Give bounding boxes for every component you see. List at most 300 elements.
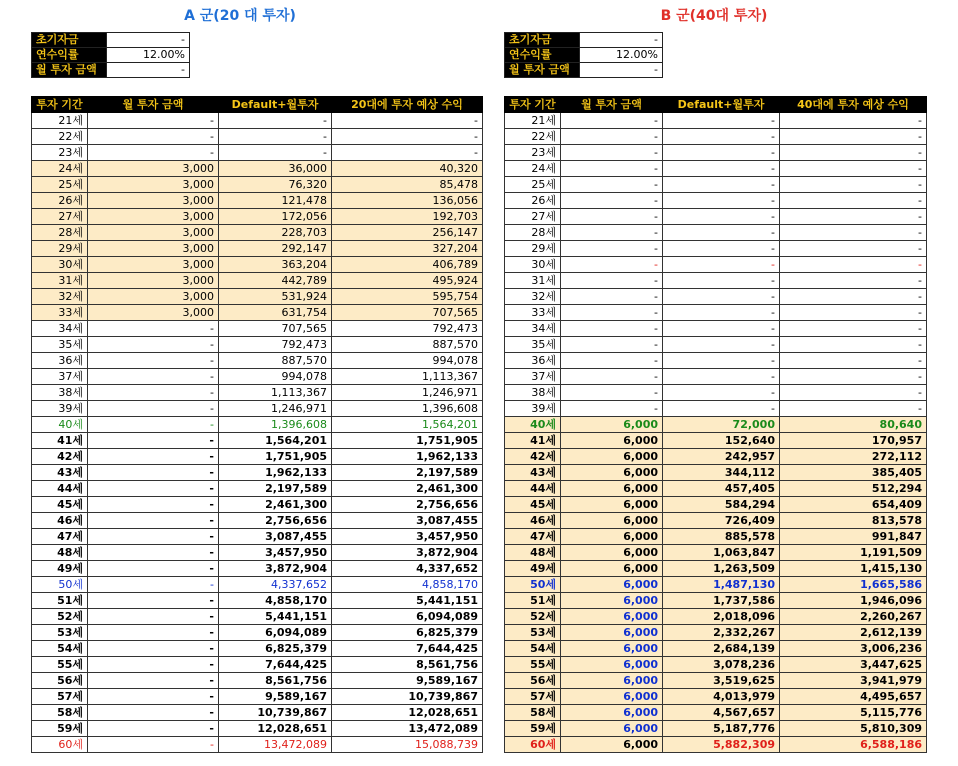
- cell-return[interactable]: 495,924: [332, 273, 483, 289]
- cell-accumulated[interactable]: 72,000: [663, 417, 780, 433]
- cell-monthly[interactable]: -: [88, 129, 219, 145]
- cell-age[interactable]: 41세: [505, 433, 561, 449]
- cell-return[interactable]: 2,197,589: [332, 465, 483, 481]
- cell-accumulated[interactable]: 1,751,905: [219, 449, 332, 465]
- cell-age[interactable]: 50세: [32, 577, 88, 593]
- cell-accumulated[interactable]: -: [663, 369, 780, 385]
- cell-return[interactable]: 2,612,139: [780, 625, 927, 641]
- cell-accumulated[interactable]: 7,644,425: [219, 657, 332, 673]
- cell-age[interactable]: 22세: [32, 129, 88, 145]
- cell-return[interactable]: 1,415,130: [780, 561, 927, 577]
- cell-age[interactable]: 38세: [505, 385, 561, 401]
- cell-monthly[interactable]: -: [561, 129, 663, 145]
- cell-return[interactable]: 80,640: [780, 417, 927, 433]
- cell-accumulated[interactable]: 10,739,867: [219, 705, 332, 721]
- cell-return[interactable]: 272,112: [780, 449, 927, 465]
- cell-return[interactable]: 991,847: [780, 529, 927, 545]
- cell-return[interactable]: 8,561,756: [332, 657, 483, 673]
- cell-accumulated[interactable]: 242,957: [663, 449, 780, 465]
- cell-age[interactable]: 23세: [32, 145, 88, 161]
- cell-return[interactable]: 192,703: [332, 209, 483, 225]
- cell-monthly[interactable]: -: [88, 737, 219, 753]
- cell-return[interactable]: -: [332, 113, 483, 129]
- cell-age[interactable]: 36세: [505, 353, 561, 369]
- cell-monthly[interactable]: -: [88, 145, 219, 161]
- cell-return[interactable]: -: [780, 321, 927, 337]
- cell-age[interactable]: 21세: [32, 113, 88, 129]
- cell-age[interactable]: 47세: [32, 529, 88, 545]
- cell-monthly[interactable]: 3,000: [88, 209, 219, 225]
- cell-monthly[interactable]: -: [88, 721, 219, 737]
- cell-monthly[interactable]: -: [561, 353, 663, 369]
- cell-accumulated[interactable]: 2,018,096: [663, 609, 780, 625]
- cell-monthly[interactable]: -: [88, 417, 219, 433]
- cell-accumulated[interactable]: 584,294: [663, 497, 780, 513]
- cell-monthly[interactable]: 6,000: [561, 513, 663, 529]
- cell-return[interactable]: 994,078: [332, 353, 483, 369]
- cell-accumulated[interactable]: 12,028,651: [219, 721, 332, 737]
- cell-return[interactable]: 15,088,739: [332, 737, 483, 753]
- cell-accumulated[interactable]: 121,478: [219, 193, 332, 209]
- cell-age[interactable]: 42세: [505, 449, 561, 465]
- cell-age[interactable]: 48세: [32, 545, 88, 561]
- cell-monthly[interactable]: -: [561, 177, 663, 193]
- cell-monthly[interactable]: 3,000: [88, 177, 219, 193]
- cell-age[interactable]: 53세: [505, 625, 561, 641]
- cell-monthly[interactable]: 3,000: [88, 161, 219, 177]
- cell-accumulated[interactable]: 1,962,133: [219, 465, 332, 481]
- cell-accumulated[interactable]: 442,789: [219, 273, 332, 289]
- cell-monthly[interactable]: 3,000: [88, 273, 219, 289]
- cell-accumulated[interactable]: 1,263,509: [663, 561, 780, 577]
- cell-return[interactable]: 512,294: [780, 481, 927, 497]
- cell-return[interactable]: 5,810,309: [780, 721, 927, 737]
- cell-accumulated[interactable]: 2,332,267: [663, 625, 780, 641]
- cell-accumulated[interactable]: 2,756,656: [219, 513, 332, 529]
- cell-accumulated[interactable]: -: [663, 113, 780, 129]
- cell-return[interactable]: 4,495,657: [780, 689, 927, 705]
- cell-return[interactable]: -: [780, 385, 927, 401]
- cell-monthly[interactable]: 6,000: [561, 497, 663, 513]
- cell-accumulated[interactable]: -: [663, 129, 780, 145]
- cell-return[interactable]: -: [780, 369, 927, 385]
- cell-return[interactable]: -: [780, 305, 927, 321]
- cell-monthly[interactable]: -: [88, 593, 219, 609]
- cell-return[interactable]: 1,113,367: [332, 369, 483, 385]
- cell-return[interactable]: 1,246,971: [332, 385, 483, 401]
- cell-accumulated[interactable]: 1,487,130: [663, 577, 780, 593]
- cell-age[interactable]: 24세: [32, 161, 88, 177]
- cell-age[interactable]: 59세: [505, 721, 561, 737]
- cell-age[interactable]: 46세: [32, 513, 88, 529]
- cell-age[interactable]: 60세: [32, 737, 88, 753]
- cell-monthly[interactable]: 6,000: [561, 433, 663, 449]
- cell-accumulated[interactable]: 707,565: [219, 321, 332, 337]
- cell-accumulated[interactable]: 5,882,309: [663, 737, 780, 753]
- cell-accumulated[interactable]: 994,078: [219, 369, 332, 385]
- cell-monthly[interactable]: -: [561, 145, 663, 161]
- cell-accumulated[interactable]: 2,684,139: [663, 641, 780, 657]
- cell-return[interactable]: 2,461,300: [332, 481, 483, 497]
- cell-age[interactable]: 26세: [32, 193, 88, 209]
- cell-return[interactable]: 3,872,904: [332, 545, 483, 561]
- cell-return[interactable]: 85,478: [332, 177, 483, 193]
- cell-age[interactable]: 39세: [32, 401, 88, 417]
- cell-age[interactable]: 22세: [505, 129, 561, 145]
- cell-monthly[interactable]: 3,000: [88, 241, 219, 257]
- cell-monthly[interactable]: 3,000: [88, 305, 219, 321]
- param-value[interactable]: 12.00%: [107, 48, 190, 63]
- cell-age[interactable]: 27세: [505, 209, 561, 225]
- cell-accumulated[interactable]: 4,013,979: [663, 689, 780, 705]
- cell-return[interactable]: 5,115,776: [780, 705, 927, 721]
- cell-return[interactable]: 256,147: [332, 225, 483, 241]
- cell-accumulated[interactable]: 726,409: [663, 513, 780, 529]
- cell-return[interactable]: 385,405: [780, 465, 927, 481]
- cell-age[interactable]: 35세: [32, 337, 88, 353]
- cell-accumulated[interactable]: 4,337,652: [219, 577, 332, 593]
- cell-return[interactable]: 406,789: [332, 257, 483, 273]
- cell-return[interactable]: 813,578: [780, 513, 927, 529]
- cell-age[interactable]: 25세: [32, 177, 88, 193]
- cell-return[interactable]: -: [332, 129, 483, 145]
- cell-return[interactable]: 3,087,455: [332, 513, 483, 529]
- cell-accumulated[interactable]: 363,204: [219, 257, 332, 273]
- cell-age[interactable]: 55세: [32, 657, 88, 673]
- cell-monthly[interactable]: 6,000: [561, 561, 663, 577]
- cell-age[interactable]: 51세: [505, 593, 561, 609]
- cell-monthly[interactable]: -: [88, 401, 219, 417]
- cell-monthly[interactable]: 6,000: [561, 545, 663, 561]
- cell-accumulated[interactable]: 76,320: [219, 177, 332, 193]
- cell-monthly[interactable]: -: [88, 673, 219, 689]
- cell-accumulated[interactable]: -: [663, 385, 780, 401]
- cell-monthly[interactable]: -: [561, 113, 663, 129]
- cell-age[interactable]: 43세: [32, 465, 88, 481]
- cell-age[interactable]: 35세: [505, 337, 561, 353]
- cell-monthly[interactable]: 6,000: [561, 657, 663, 673]
- cell-monthly[interactable]: -: [561, 209, 663, 225]
- cell-age[interactable]: 50세: [505, 577, 561, 593]
- cell-monthly[interactable]: 6,000: [561, 465, 663, 481]
- cell-accumulated[interactable]: -: [663, 177, 780, 193]
- cell-monthly[interactable]: -: [88, 705, 219, 721]
- cell-monthly[interactable]: 6,000: [561, 529, 663, 545]
- cell-age[interactable]: 57세: [505, 689, 561, 705]
- cell-age[interactable]: 43세: [505, 465, 561, 481]
- cell-accumulated[interactable]: -: [663, 273, 780, 289]
- cell-monthly[interactable]: 6,000: [561, 417, 663, 433]
- cell-accumulated[interactable]: 3,457,950: [219, 545, 332, 561]
- cell-age[interactable]: 31세: [32, 273, 88, 289]
- cell-accumulated[interactable]: -: [219, 145, 332, 161]
- cell-accumulated[interactable]: 885,578: [663, 529, 780, 545]
- cell-age[interactable]: 57세: [32, 689, 88, 705]
- cell-age[interactable]: 49세: [32, 561, 88, 577]
- cell-accumulated[interactable]: -: [663, 257, 780, 273]
- cell-accumulated[interactable]: 228,703: [219, 225, 332, 241]
- cell-return[interactable]: -: [780, 225, 927, 241]
- cell-age[interactable]: 58세: [32, 705, 88, 721]
- cell-return[interactable]: -: [332, 145, 483, 161]
- cell-accumulated[interactable]: 1,113,367: [219, 385, 332, 401]
- cell-return[interactable]: 5,441,151: [332, 593, 483, 609]
- cell-monthly[interactable]: -: [88, 481, 219, 497]
- cell-age[interactable]: 56세: [505, 673, 561, 689]
- cell-age[interactable]: 27세: [32, 209, 88, 225]
- cell-accumulated[interactable]: 4,567,657: [663, 705, 780, 721]
- cell-return[interactable]: 1,564,201: [332, 417, 483, 433]
- cell-monthly[interactable]: -: [88, 625, 219, 641]
- cell-monthly[interactable]: 6,000: [561, 625, 663, 641]
- cell-return[interactable]: 6,094,089: [332, 609, 483, 625]
- cell-accumulated[interactable]: 152,640: [663, 433, 780, 449]
- cell-monthly[interactable]: -: [88, 641, 219, 657]
- cell-accumulated[interactable]: 2,461,300: [219, 497, 332, 513]
- cell-monthly[interactable]: 6,000: [561, 721, 663, 737]
- cell-accumulated[interactable]: 344,112: [663, 465, 780, 481]
- cell-monthly[interactable]: -: [88, 513, 219, 529]
- cell-return[interactable]: -: [780, 129, 927, 145]
- cell-return[interactable]: -: [780, 241, 927, 257]
- cell-accumulated[interactable]: 172,056: [219, 209, 332, 225]
- cell-accumulated[interactable]: -: [663, 321, 780, 337]
- cell-monthly[interactable]: -: [88, 113, 219, 129]
- cell-accumulated[interactable]: 3,087,455: [219, 529, 332, 545]
- cell-return[interactable]: 1,665,586: [780, 577, 927, 593]
- cell-return[interactable]: -: [780, 273, 927, 289]
- cell-monthly[interactable]: -: [88, 369, 219, 385]
- cell-return[interactable]: 654,409: [780, 497, 927, 513]
- cell-return[interactable]: 136,056: [332, 193, 483, 209]
- cell-accumulated[interactable]: -: [219, 129, 332, 145]
- cell-return[interactable]: 170,957: [780, 433, 927, 449]
- cell-age[interactable]: 37세: [505, 369, 561, 385]
- cell-return[interactable]: 1,751,905: [332, 433, 483, 449]
- cell-accumulated[interactable]: 1,396,608: [219, 417, 332, 433]
- cell-accumulated[interactable]: -: [663, 289, 780, 305]
- cell-monthly[interactable]: -: [88, 545, 219, 561]
- cell-age[interactable]: 41세: [32, 433, 88, 449]
- cell-accumulated[interactable]: 6,094,089: [219, 625, 332, 641]
- cell-monthly[interactable]: 3,000: [88, 193, 219, 209]
- cell-age[interactable]: 29세: [32, 241, 88, 257]
- cell-accumulated[interactable]: 792,473: [219, 337, 332, 353]
- cell-age[interactable]: 44세: [32, 481, 88, 497]
- cell-age[interactable]: 38세: [32, 385, 88, 401]
- cell-accumulated[interactable]: 1,246,971: [219, 401, 332, 417]
- cell-age[interactable]: 23세: [505, 145, 561, 161]
- cell-age[interactable]: 28세: [505, 225, 561, 241]
- cell-accumulated[interactable]: -: [663, 337, 780, 353]
- cell-age[interactable]: 52세: [505, 609, 561, 625]
- cell-monthly[interactable]: -: [561, 193, 663, 209]
- cell-return[interactable]: 3,447,625: [780, 657, 927, 673]
- cell-return[interactable]: 887,570: [332, 337, 483, 353]
- cell-accumulated[interactable]: 13,472,089: [219, 737, 332, 753]
- cell-return[interactable]: 1,191,509: [780, 545, 927, 561]
- cell-age[interactable]: 59세: [32, 721, 88, 737]
- cell-age[interactable]: 49세: [505, 561, 561, 577]
- cell-return[interactable]: 1,946,096: [780, 593, 927, 609]
- cell-return[interactable]: -: [780, 161, 927, 177]
- cell-monthly[interactable]: 6,000: [561, 481, 663, 497]
- cell-accumulated[interactable]: -: [663, 145, 780, 161]
- cell-accumulated[interactable]: 8,561,756: [219, 673, 332, 689]
- cell-return[interactable]: 6,588,186: [780, 737, 927, 753]
- cell-age[interactable]: 25세: [505, 177, 561, 193]
- param-value[interactable]: -: [580, 63, 663, 78]
- param-value[interactable]: 12.00%: [580, 48, 663, 63]
- cell-monthly[interactable]: -: [561, 337, 663, 353]
- cell-accumulated[interactable]: -: [663, 305, 780, 321]
- cell-monthly[interactable]: -: [88, 689, 219, 705]
- cell-age[interactable]: 45세: [32, 497, 88, 513]
- cell-age[interactable]: 32세: [32, 289, 88, 305]
- cell-return[interactable]: 707,565: [332, 305, 483, 321]
- cell-accumulated[interactable]: 3,872,904: [219, 561, 332, 577]
- cell-age[interactable]: 29세: [505, 241, 561, 257]
- cell-return[interactable]: 4,858,170: [332, 577, 483, 593]
- cell-monthly[interactable]: -: [88, 497, 219, 513]
- cell-monthly[interactable]: -: [561, 369, 663, 385]
- cell-age[interactable]: 40세: [505, 417, 561, 433]
- cell-accumulated[interactable]: 1,063,847: [663, 545, 780, 561]
- cell-return[interactable]: -: [780, 177, 927, 193]
- cell-monthly[interactable]: -: [561, 321, 663, 337]
- cell-age[interactable]: 36세: [32, 353, 88, 369]
- cell-age[interactable]: 21세: [505, 113, 561, 129]
- param-value[interactable]: -: [107, 63, 190, 78]
- cell-age[interactable]: 30세: [505, 257, 561, 273]
- cell-return[interactable]: 1,396,608: [332, 401, 483, 417]
- cell-age[interactable]: 54세: [505, 641, 561, 657]
- cell-accumulated[interactable]: 1,737,586: [663, 593, 780, 609]
- cell-monthly[interactable]: -: [88, 337, 219, 353]
- param-value[interactable]: -: [107, 33, 190, 48]
- cell-accumulated[interactable]: 1,564,201: [219, 433, 332, 449]
- cell-age[interactable]: 33세: [32, 305, 88, 321]
- cell-accumulated[interactable]: -: [663, 401, 780, 417]
- cell-return[interactable]: 1,962,133: [332, 449, 483, 465]
- cell-age[interactable]: 45세: [505, 497, 561, 513]
- cell-return[interactable]: -: [780, 353, 927, 369]
- cell-age[interactable]: 34세: [505, 321, 561, 337]
- cell-age[interactable]: 32세: [505, 289, 561, 305]
- cell-monthly[interactable]: -: [88, 529, 219, 545]
- cell-return[interactable]: -: [780, 193, 927, 209]
- cell-monthly[interactable]: -: [561, 225, 663, 241]
- cell-monthly[interactable]: -: [561, 289, 663, 305]
- cell-monthly[interactable]: 6,000: [561, 737, 663, 753]
- cell-return[interactable]: -: [780, 209, 927, 225]
- cell-monthly[interactable]: -: [88, 561, 219, 577]
- cell-return[interactable]: -: [780, 401, 927, 417]
- cell-return[interactable]: -: [780, 145, 927, 161]
- cell-age[interactable]: 37세: [32, 369, 88, 385]
- cell-monthly[interactable]: 3,000: [88, 289, 219, 305]
- cell-monthly[interactable]: -: [88, 433, 219, 449]
- cell-accumulated[interactable]: 3,519,625: [663, 673, 780, 689]
- cell-accumulated[interactable]: 9,589,167: [219, 689, 332, 705]
- cell-accumulated[interactable]: 631,754: [219, 305, 332, 321]
- cell-age[interactable]: 26세: [505, 193, 561, 209]
- cell-return[interactable]: 40,320: [332, 161, 483, 177]
- cell-monthly[interactable]: -: [88, 577, 219, 593]
- cell-return[interactable]: 13,472,089: [332, 721, 483, 737]
- cell-monthly[interactable]: -: [88, 385, 219, 401]
- cell-return[interactable]: -: [780, 113, 927, 129]
- cell-monthly[interactable]: -: [561, 401, 663, 417]
- cell-accumulated[interactable]: 457,405: [663, 481, 780, 497]
- cell-age[interactable]: 28세: [32, 225, 88, 241]
- param-value[interactable]: -: [580, 33, 663, 48]
- cell-monthly[interactable]: -: [561, 305, 663, 321]
- cell-age[interactable]: 51세: [32, 593, 88, 609]
- cell-monthly[interactable]: -: [88, 465, 219, 481]
- cell-age[interactable]: 47세: [505, 529, 561, 545]
- cell-accumulated[interactable]: -: [663, 193, 780, 209]
- cell-monthly[interactable]: 3,000: [88, 257, 219, 273]
- cell-age[interactable]: 34세: [32, 321, 88, 337]
- cell-age[interactable]: 46세: [505, 513, 561, 529]
- cell-accumulated[interactable]: 2,197,589: [219, 481, 332, 497]
- cell-return[interactable]: 10,739,867: [332, 689, 483, 705]
- cell-accumulated[interactable]: 292,147: [219, 241, 332, 257]
- cell-accumulated[interactable]: 3,078,236: [663, 657, 780, 673]
- cell-return[interactable]: -: [780, 337, 927, 353]
- cell-return[interactable]: 2,260,267: [780, 609, 927, 625]
- cell-accumulated[interactable]: 531,924: [219, 289, 332, 305]
- cell-return[interactable]: 2,756,656: [332, 497, 483, 513]
- cell-return[interactable]: -: [780, 257, 927, 273]
- cell-accumulated[interactable]: 887,570: [219, 353, 332, 369]
- cell-accumulated[interactable]: -: [663, 241, 780, 257]
- cell-monthly[interactable]: 3,000: [88, 225, 219, 241]
- cell-monthly[interactable]: 6,000: [561, 609, 663, 625]
- cell-monthly[interactable]: -: [88, 321, 219, 337]
- cell-monthly[interactable]: 6,000: [561, 449, 663, 465]
- cell-accumulated[interactable]: -: [219, 113, 332, 129]
- cell-monthly[interactable]: -: [88, 353, 219, 369]
- cell-accumulated[interactable]: -: [663, 353, 780, 369]
- cell-age[interactable]: 53세: [32, 625, 88, 641]
- cell-accumulated[interactable]: -: [663, 225, 780, 241]
- cell-monthly[interactable]: -: [88, 449, 219, 465]
- cell-return[interactable]: 327,204: [332, 241, 483, 257]
- cell-age[interactable]: 33세: [505, 305, 561, 321]
- cell-monthly[interactable]: -: [561, 257, 663, 273]
- cell-monthly[interactable]: -: [561, 241, 663, 257]
- cell-age[interactable]: 58세: [505, 705, 561, 721]
- cell-accumulated[interactable]: 6,825,379: [219, 641, 332, 657]
- cell-age[interactable]: 39세: [505, 401, 561, 417]
- cell-age[interactable]: 24세: [505, 161, 561, 177]
- cell-age[interactable]: 31세: [505, 273, 561, 289]
- cell-return[interactable]: 4,337,652: [332, 561, 483, 577]
- cell-return[interactable]: 7,644,425: [332, 641, 483, 657]
- cell-monthly[interactable]: -: [561, 273, 663, 289]
- cell-accumulated[interactable]: -: [663, 209, 780, 225]
- cell-monthly[interactable]: 6,000: [561, 689, 663, 705]
- cell-monthly[interactable]: 6,000: [561, 641, 663, 657]
- cell-accumulated[interactable]: 36,000: [219, 161, 332, 177]
- cell-return[interactable]: 12,028,651: [332, 705, 483, 721]
- cell-monthly[interactable]: -: [88, 609, 219, 625]
- cell-return[interactable]: -: [780, 289, 927, 305]
- cell-monthly[interactable]: 6,000: [561, 705, 663, 721]
- cell-age[interactable]: 44세: [505, 481, 561, 497]
